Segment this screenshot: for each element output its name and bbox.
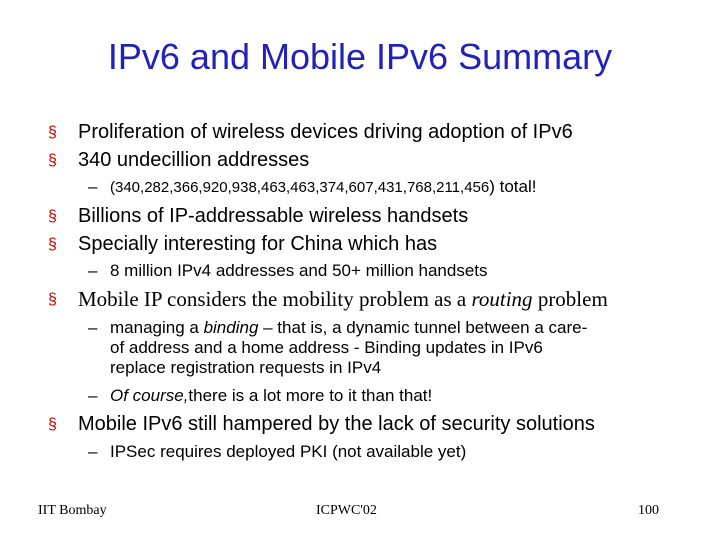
address-count: 340,282,366,920,938,463,463,374,607,431,768,211,456 xyxy=(115,179,490,196)
sub-bullet-text: managing a binding – that is, a dynamic tunnel between a care- of address and a home address - Binding updates in IPv6 replace registration requests in IPv4 xyxy=(110,318,588,377)
bullet-text: Billions of IP-addressable wireless handsets xyxy=(78,205,469,227)
footer-left: IIT Bombay xyxy=(38,503,107,518)
emphasis-text: routing xyxy=(471,287,533,311)
dash-icon: – xyxy=(88,318,98,337)
bullet-text: Mobile IPv6 still hampered by the lack of security solutions xyxy=(78,413,595,435)
bullet-text: 340 undecillion addresses xyxy=(78,149,310,171)
emphasis-text: Of course, xyxy=(110,386,189,405)
sub-bullet-text: Of course,there is a lot more to it than that! xyxy=(110,386,433,405)
dash-icon: – xyxy=(88,261,98,280)
sub-bullet-text: 8 million IPv4 addresses and 50+ million handsets xyxy=(110,261,488,280)
sub-bullet-text: (340,282,366,920,938,463,463,374,607,431,768,211,456) total! xyxy=(110,177,537,196)
dash-icon: – xyxy=(88,442,98,461)
bullet-text: Specially interesting for China which has xyxy=(78,233,438,255)
footer-page-number: 100 xyxy=(638,503,659,518)
section-bullet-icon: § xyxy=(48,124,57,141)
section-bullet-icon: § xyxy=(48,291,57,308)
section-bullet-icon: § xyxy=(48,208,57,225)
bullet-text: Proliferation of wireless devices driving adoption of IPv6 xyxy=(78,121,573,143)
slide-title: IPv6 and Mobile IPv6 Summary xyxy=(107,36,613,77)
section-bullet-icon: § xyxy=(48,152,57,169)
sub-bullet-text: IPSec requires deployed PKI (not available yet) xyxy=(110,442,467,461)
footer-center: ICPWC'02 xyxy=(316,503,377,518)
emphasis-text: binding xyxy=(203,318,259,337)
dash-icon: – xyxy=(88,177,98,196)
bullet-text: Mobile IP considers the mobility problem as a routing problem xyxy=(78,287,608,311)
section-bullet-icon: § xyxy=(48,416,57,433)
dash-icon: – xyxy=(88,386,98,405)
section-bullet-icon: § xyxy=(48,236,57,253)
